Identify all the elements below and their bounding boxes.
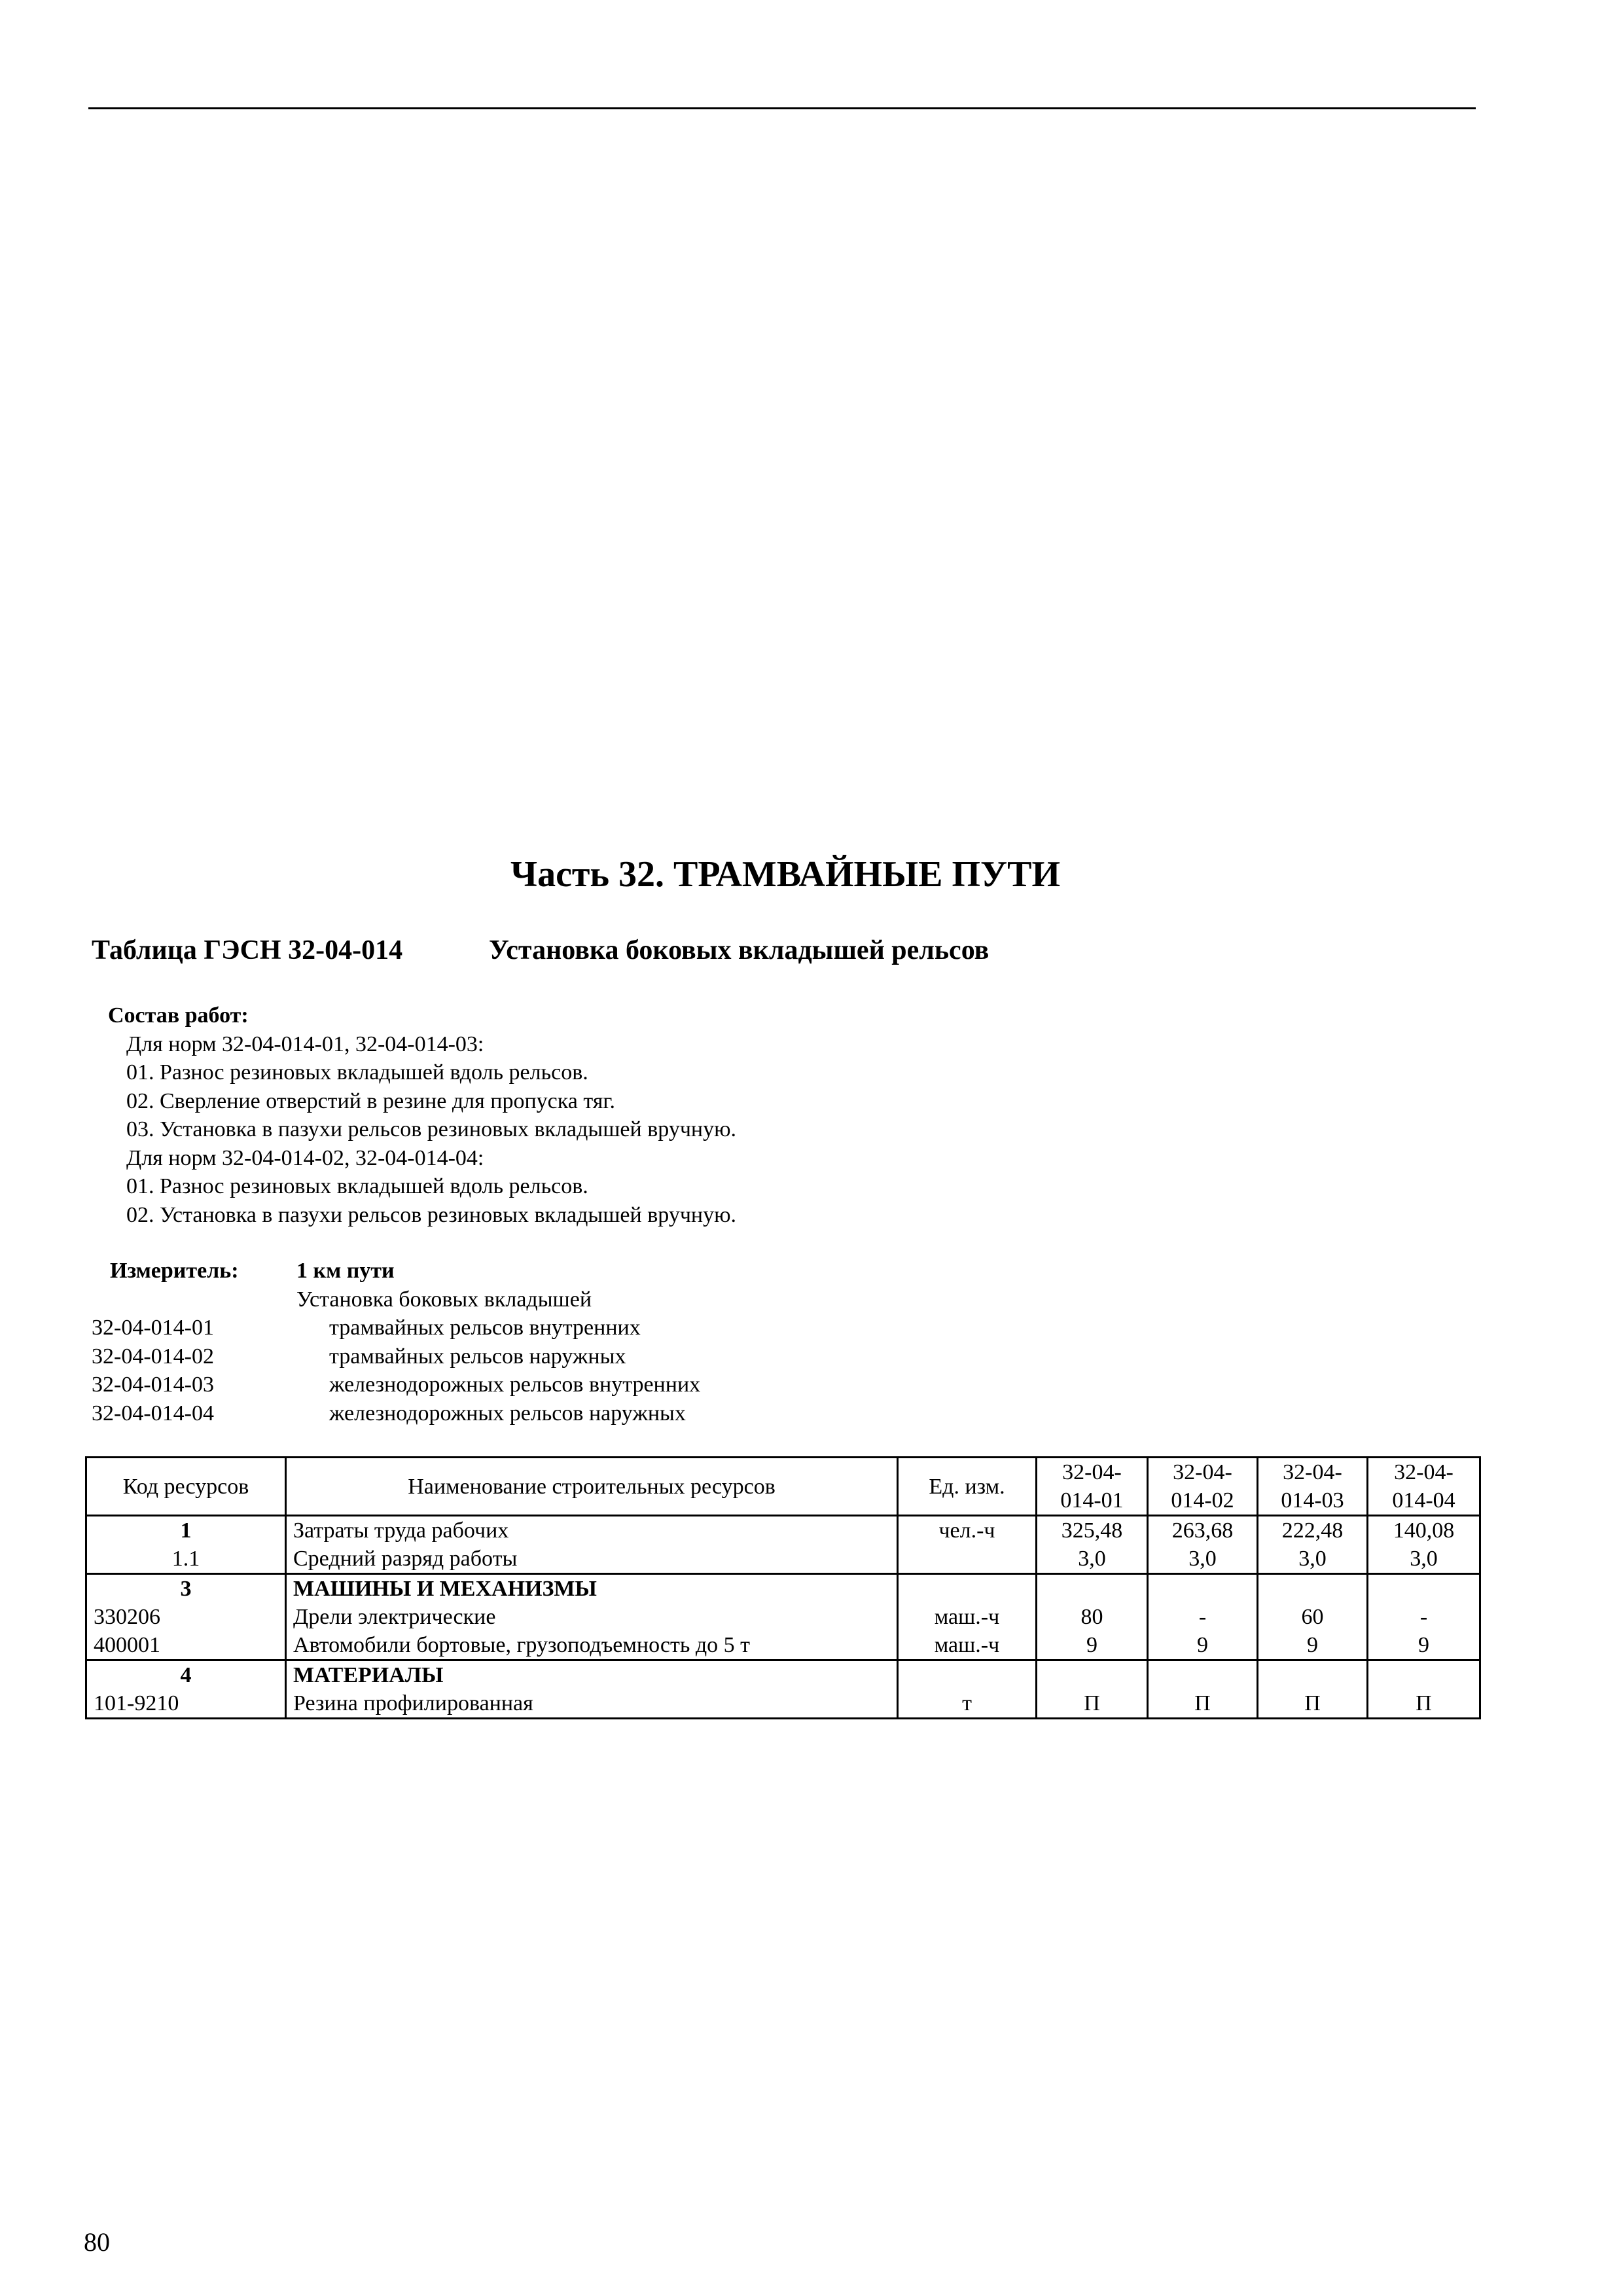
header-name: Наименование строительных ресурсов — [286, 1458, 898, 1516]
header-norm-col — [1258, 1458, 1368, 1516]
cell-name: Дрели электрические — [286, 1603, 898, 1631]
page-number: 80 — [84, 2227, 110, 2257]
cell-value: 3,0 — [1368, 1545, 1480, 1574]
cell-code: 1.1 — [86, 1545, 286, 1574]
header-code: Код ресурсов — [86, 1458, 286, 1516]
cell-value — [1258, 1574, 1368, 1604]
header-norm-line: 014-04 — [1392, 1488, 1455, 1513]
cell-value: 9 — [1368, 1631, 1480, 1660]
cell-value: П — [1368, 1689, 1480, 1719]
cell-name: Резина профилированная — [286, 1689, 898, 1719]
cell-name: Средний разряд работы — [286, 1545, 898, 1574]
work-composition-line: Для норм 32-04-014-01, 32-04-014-03: — [126, 1031, 484, 1056]
table-header-row — [86, 1458, 1480, 1516]
work-composition-line: 02. Установка в пазухи рельсов резиновых вкладышей вручную. — [126, 1202, 737, 1227]
table-heading — [92, 934, 990, 967]
norm-description: трамвайных рельсов внутренних — [329, 1316, 641, 1340]
measure-block — [92, 1257, 1466, 1427]
cell-value: 3,0 — [1148, 1545, 1258, 1574]
header-norm-col — [1037, 1458, 1148, 1516]
table-row — [86, 1574, 1480, 1604]
table-row — [86, 1631, 1480, 1660]
work-composition-line: 01. Разнос резиновых вкладышей вдоль рельсов. — [126, 1060, 588, 1085]
cell-unit: т — [898, 1689, 1037, 1719]
norm-item — [92, 1314, 1466, 1342]
cell-code: 3 — [86, 1574, 286, 1604]
header-norm-line: 32-04- — [1394, 1460, 1454, 1484]
norm-description: железнодорожных рельсов внутренних — [329, 1372, 701, 1397]
cell-unit: маш.-ч — [898, 1631, 1037, 1660]
cell-unit: чел.-ч — [898, 1516, 1037, 1545]
norm-description: железнодорожных рельсов наружных — [329, 1401, 686, 1426]
cell-value — [1148, 1574, 1258, 1604]
cell-value — [1148, 1660, 1258, 1690]
cell-unit — [898, 1574, 1037, 1604]
work-composition-line: 02. Сверление отверстий в резине для пропуска тяг. — [126, 1088, 616, 1113]
cell-value: 222,48 — [1258, 1516, 1368, 1545]
norm-item — [92, 1371, 1466, 1399]
table-row — [86, 1545, 1480, 1574]
part-title: Часть 32. ТРАМВАЙНЫЕ ПУТИ — [510, 854, 1061, 895]
header-unit: Ед. изм. — [898, 1458, 1037, 1516]
table-row — [86, 1516, 1480, 1545]
header-rule — [88, 107, 1476, 109]
norm-item — [92, 1342, 1466, 1371]
norm-item — [92, 1399, 1466, 1428]
table-row — [86, 1689, 1480, 1719]
norm-code: 32-04-014-03 — [92, 1372, 214, 1397]
measure-subtitle: Установка боковых вкладышей — [296, 1287, 592, 1312]
header-norm-line: 32-04- — [1173, 1460, 1232, 1484]
header-norm-line: 014-01 — [1060, 1488, 1124, 1513]
cell-value — [1037, 1574, 1148, 1604]
cell-value: 3,0 — [1037, 1545, 1148, 1574]
cell-value: 140,08 — [1368, 1516, 1480, 1545]
work-composition-line: 03. Установка в пазухи рельсов резиновых вкладышей вручную. — [126, 1117, 737, 1141]
work-composition-title: Состав работ: — [108, 1003, 249, 1028]
cell-code: 330206 — [86, 1603, 286, 1631]
header-norm-col — [1368, 1458, 1480, 1516]
cell-value: П — [1148, 1689, 1258, 1719]
cell-code: 101-9210 — [86, 1689, 286, 1719]
cell-value — [1368, 1574, 1480, 1604]
cell-value: 80 — [1037, 1603, 1148, 1631]
cell-name: МАШИНЫ И МЕХАНИЗМЫ — [286, 1574, 898, 1604]
header-norm-line: 32-04- — [1283, 1460, 1342, 1484]
cell-value: П — [1037, 1689, 1148, 1719]
cell-value: 9 — [1258, 1631, 1368, 1660]
work-composition-line: Для норм 32-04-014-02, 32-04-014-04: — [126, 1145, 484, 1170]
norm-description: трамвайных рельсов наружных — [329, 1344, 626, 1369]
cell-name: Автомобили бортовые, грузоподъемность до 5 т — [286, 1631, 898, 1660]
cell-name: Затраты труда рабочих — [286, 1516, 898, 1545]
cell-code: 4 — [86, 1660, 286, 1690]
table-row — [86, 1660, 1480, 1690]
table-row — [86, 1603, 1480, 1631]
work-composition — [108, 1001, 736, 1229]
cell-name: МАТЕРИАЛЫ — [286, 1660, 898, 1690]
cell-value: 325,48 — [1037, 1516, 1148, 1545]
cell-value: 60 — [1258, 1603, 1368, 1631]
cell-value — [1258, 1660, 1368, 1690]
header-norm-line: 014-02 — [1171, 1488, 1234, 1513]
resources-table — [85, 1456, 1481, 1719]
measure-value: 1 км пути — [296, 1259, 395, 1283]
cell-value — [1368, 1660, 1480, 1690]
cell-code: 400001 — [86, 1631, 286, 1660]
work-composition-line: 01. Разнос резиновых вкладышей вдоль рельсов. — [126, 1174, 588, 1198]
cell-code: 1 — [86, 1516, 286, 1545]
cell-value: П — [1258, 1689, 1368, 1719]
norm-code: 32-04-014-02 — [92, 1344, 214, 1369]
norm-code: 32-04-014-01 — [92, 1316, 214, 1340]
cell-unit — [898, 1545, 1037, 1574]
norm-code: 32-04-014-04 — [92, 1401, 214, 1426]
header-norm-line: 32-04- — [1062, 1460, 1122, 1484]
table-name: Установка боковых вкладышей рельсов — [489, 935, 990, 965]
measure-label: Измеритель: — [110, 1259, 239, 1283]
cell-value: 9 — [1148, 1631, 1258, 1660]
cell-value — [1037, 1660, 1148, 1690]
cell-value: 3,0 — [1258, 1545, 1368, 1574]
table-code: Таблица ГЭСН 32-04-014 — [92, 935, 403, 965]
cell-unit — [898, 1660, 1037, 1690]
cell-value: - — [1148, 1603, 1258, 1631]
cell-unit: маш.-ч — [898, 1603, 1037, 1631]
cell-value: - — [1368, 1603, 1480, 1631]
header-norm-line: 014-03 — [1281, 1488, 1344, 1513]
header-norm-col — [1148, 1458, 1258, 1516]
cell-value: 263,68 — [1148, 1516, 1258, 1545]
cell-value: 9 — [1037, 1631, 1148, 1660]
